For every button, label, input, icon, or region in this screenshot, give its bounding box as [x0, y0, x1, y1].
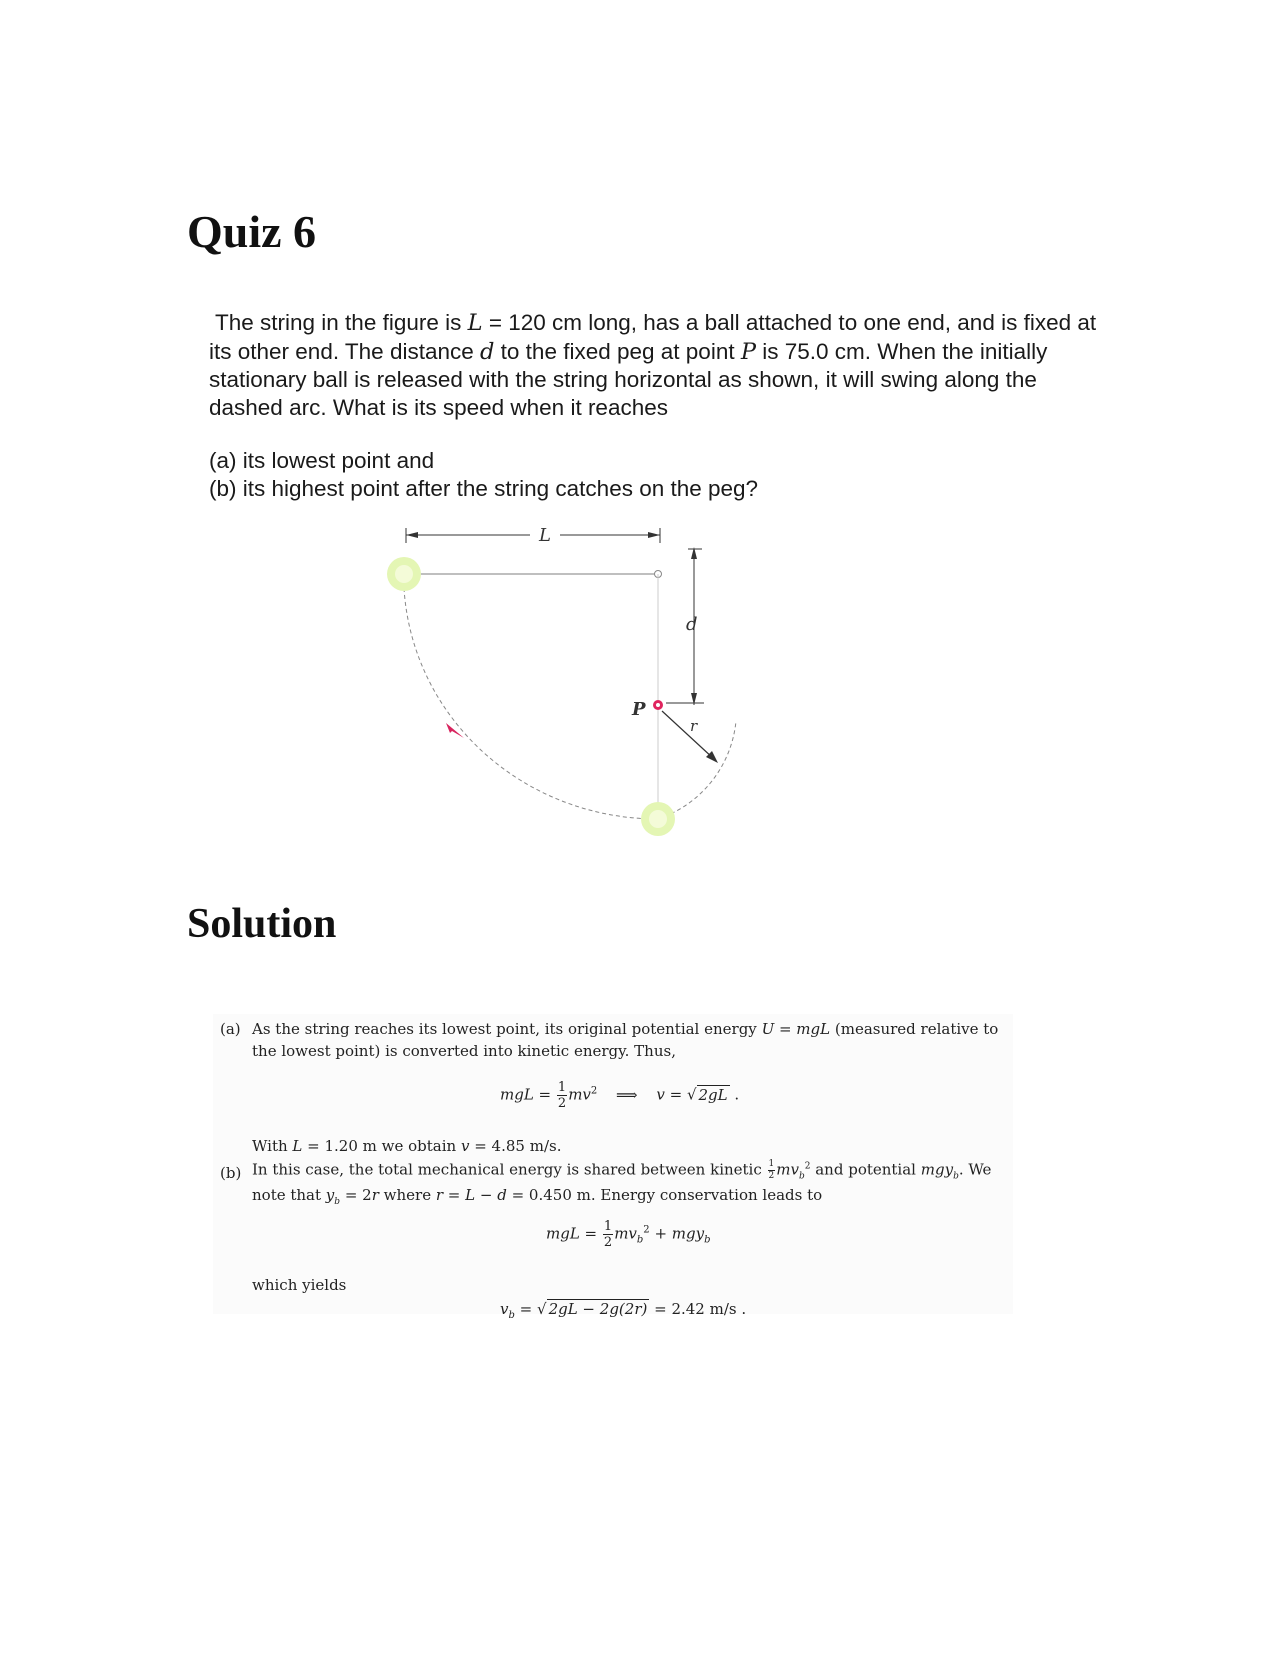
solution-a-text-2: the lowest point) is converted into kinetic energy. Thus,	[252, 1042, 676, 1060]
part-a-question: (a) its lowest point and	[209, 448, 435, 473]
problem-line-3: stationary ball is released with the string horizontal as shown, it will swing along the	[209, 367, 1037, 392]
solution-with-line: With L = 1.20 m we obtain v = 4.85 m/s.	[252, 1137, 562, 1155]
r-radius-line	[662, 711, 714, 759]
L-arrow-left	[406, 532, 418, 538]
solution-b-text-2: note that $y_b = 2r$ where r = L − d = 0.450 m. Energy conservation leads to	[252, 1186, 823, 1207]
equation-result-b: $v_b$ = √ 2gL − 2g(2r) = 2.42 m/s .	[500, 1300, 747, 1321]
which-yields-text: which yields	[252, 1276, 347, 1294]
L-arrow-right	[648, 532, 660, 538]
motion-arrow	[446, 723, 464, 738]
solution-title: Solution	[187, 901, 337, 947]
ball-start-highlight	[395, 565, 413, 583]
equation-energy-b: mgL = $\frac{1}{2}$ $mv_b^2 + mgy_b$	[546, 1219, 711, 1250]
solution-a-text-1: As the string reaches its lowest point, its original potential energy U = mgL (measured relative to	[252, 1020, 999, 1038]
part-b-question: (b) its highest point after the string catches on the peg?	[209, 475, 759, 501]
problem-line-4: dashed arc. What is its speed when it reaches	[209, 394, 668, 420]
P-label: P	[632, 699, 646, 720]
dashed-arc-large	[404, 588, 658, 819]
dashed-arc-small	[658, 721, 736, 819]
solution-b-text-1: In this case, the total mechanical energy is shared between kinetic $\frac{1}{2}$ $mv_b^2$ and potential mgy$_b$. We	[252, 1159, 992, 1182]
problem-statement	[209, 309, 1169, 421]
ball-bottom-highlight	[649, 810, 667, 828]
problem-line-1: The string in the figure is L = 120 cm long, has a ball attached to one end, and is fixed at	[215, 310, 1097, 336]
pendulum-figure	[370, 525, 770, 865]
r-label: r	[690, 717, 698, 735]
peg-center	[656, 703, 660, 707]
d-label: d	[686, 614, 698, 635]
problem-parts	[209, 447, 758, 502]
problem-line-2: its other end. The distance d to the fixed peg at point P is 75.0 cm. When the initially	[209, 338, 1048, 365]
equation-energy-a: mgL = $\frac{1}{2}$ $mv^2$ ⟹ v = √ 2gL .	[500, 1080, 740, 1111]
solution-b-label: (b)	[220, 1164, 242, 1182]
L-label: L	[539, 525, 551, 546]
solution-a-line-1: (a)	[220, 1020, 241, 1038]
quiz-title: Quiz 6	[187, 206, 317, 257]
